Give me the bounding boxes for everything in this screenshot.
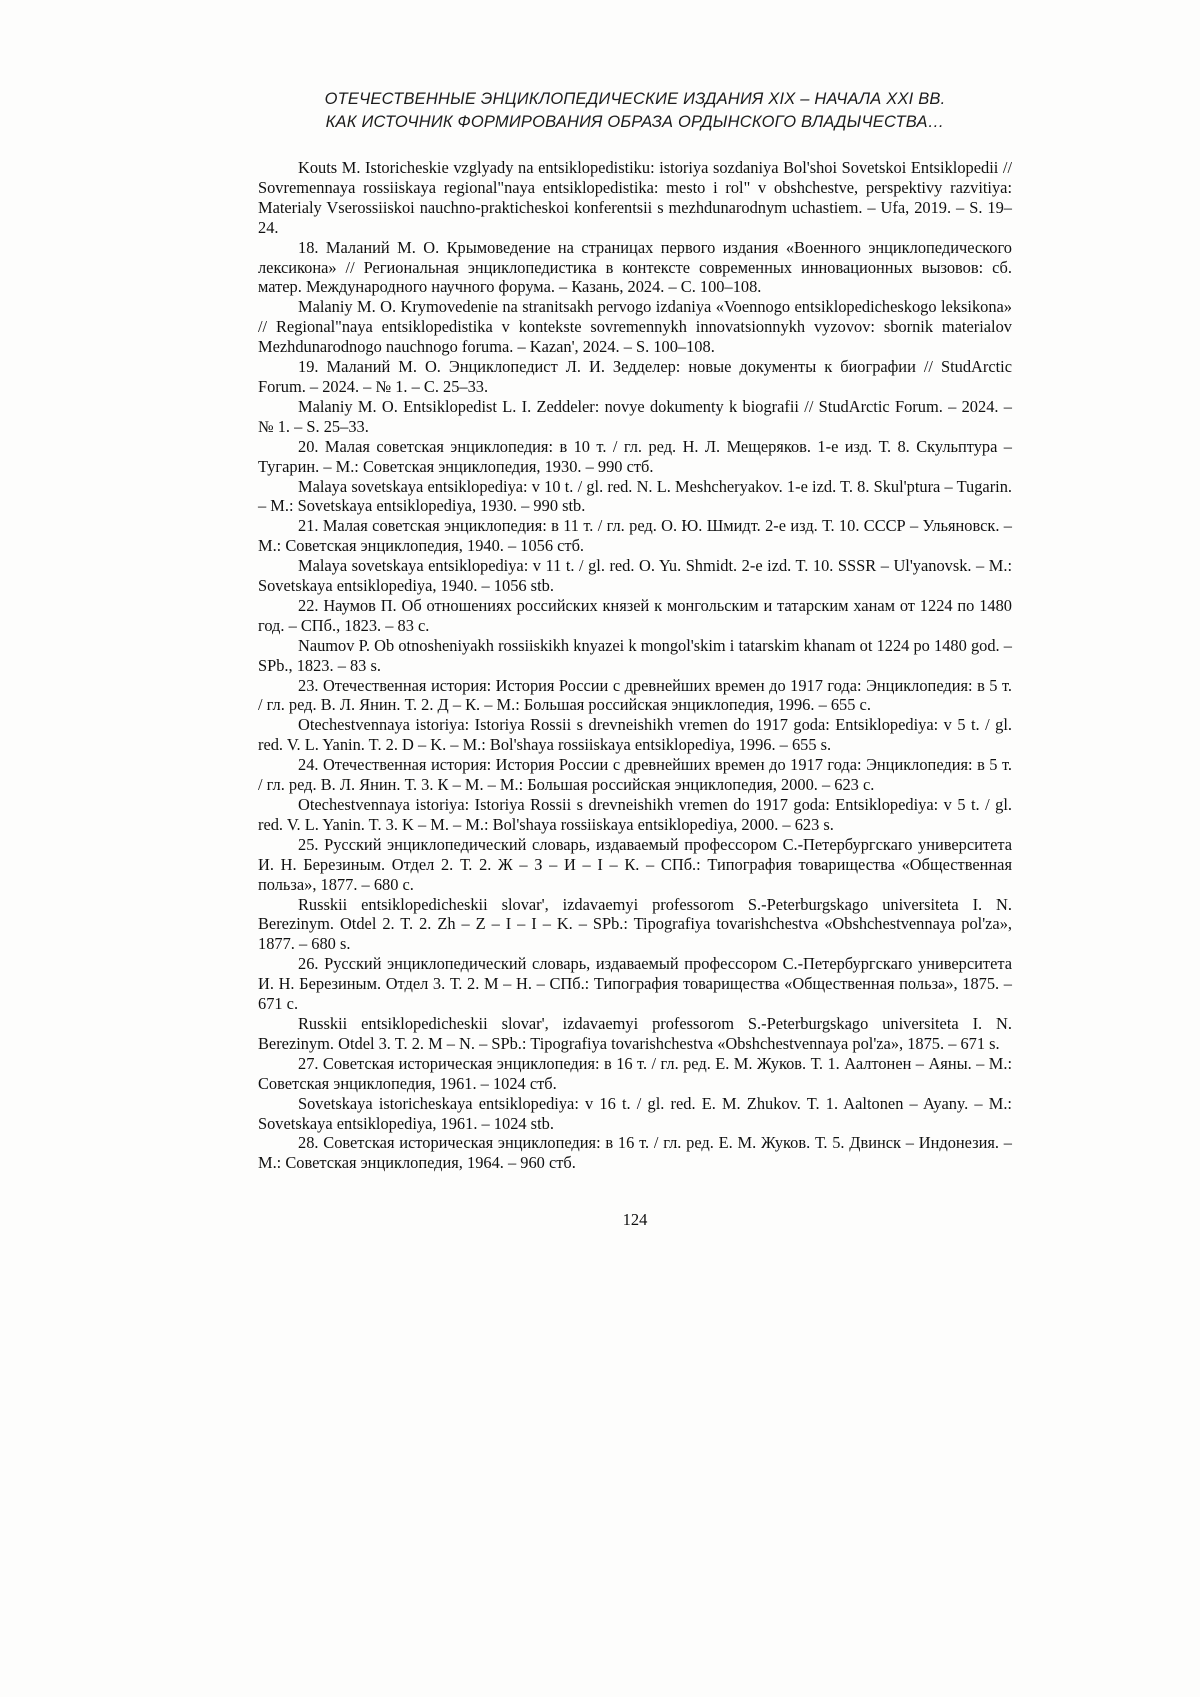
reference-paragraph: Malaniy M. O. Entsiklopedist L. I. Zeddeler: novye dokumenty k biografii // StudArctic Forum. – 2024. – № 1. – S. 25–33. <box>258 396 1012 436</box>
references-list <box>258 158 1012 1173</box>
reference-paragraph: Malaya sovetskaya entsiklopediya: v 10 t. / gl. red. N. L. Meshcheryakov. 1-e izd. T. 8. Skul'ptura – Tugarin. – M.: Sovetskaya entsiklopediya, 1930. – 990 stb. <box>258 476 1012 516</box>
reference-paragraph: 18. Маланий М. О. Крымоведение на страницах первого издания «Военного энциклопедического лексикона» // Региональная энциклопедистика в контексте современных инновационных вызовов: сб. матер. Международного научного форума. – Казань, 2024. – С. 100–108. <box>258 237 1012 297</box>
reference-paragraph: Russkii entsiklopedicheskii slovar', izdavaemyi professorom S.-Peterburgskago universiteta I. N. Berezinym. Otdel 3. T. 2. M – N. – SPb.: Tipografiya tovarishchestva «Obshchestvennaya pol'za», 1875. – 671 s. <box>258 1013 1012 1053</box>
running-head <box>258 88 1012 134</box>
reference-paragraph: 23. Отечественная история: История России с древнейших времен до 1917 года: Энциклопедия: в 5 т. / гл. ред. В. Л. Янин. Т. 2. Д – К. – М.: Большая российская энциклопедия, 1996. – 655 с. <box>258 675 1012 715</box>
reference-paragraph: 25. Русский энциклопедический словарь, издаваемый профессором С.-Петербургскаго университета И. Н. Березиным. Отдел 2. Т. 2. Ж – З – И – I – К. – СПб.: Типография товарищества «Общественная польза», 1877. – 680 с. <box>258 834 1012 894</box>
reference-paragraph: Russkii entsiklopedicheskii slovar', izdavaemyi professorom S.-Peterburgskago universiteta I. N. Berezinym. Otdel 2. T. 2. Zh – Z – I – I – K. – SPb.: Tipografiya tovarishchestva «Obshchestvennaya pol'za», 1877. – 680 s. <box>258 894 1012 954</box>
running-head-line-1: ОТЕЧЕСТВЕННЫЕ ЭНЦИКЛОПЕДИЧЕСКИЕ ИЗДАНИЯ XIX – НАЧАЛА XXI ВВ. <box>324 90 946 108</box>
reference-paragraph: Sovetskaya istoricheskaya entsiklopediya: v 16 t. / gl. red. E. M. Zhukov. T. 1. Aaltonen – Ayany. – M.: Sovetskaya entsiklopediya, 1961. – 1024 stb. <box>258 1093 1012 1133</box>
reference-paragraph: 27. Советская историческая энциклопедия: в 16 т. / гл. ред. Е. М. Жуков. Т. 1. Аалтонен – Аяны. – М.: Советская энциклопедия, 1961. – 1024 стб. <box>258 1053 1012 1093</box>
reference-paragraph: Otechestvennaya istoriya: Istoriya Rossii s drevneishikh vremen do 1917 goda: Entsiklopediya: v 5 t. / gl. red. V. L. Yanin. T. 2. D – K. – M.: Bol'shaya rossiiskaya entsiklopediya, 1996. – 655 s. <box>258 715 1012 755</box>
reference-paragraph: Naumov P. Ob otnosheniyakh rossiiskikh knyazei k mongol'skim i tatarskim khanam ot 1224 po 1480 god. – SPb., 1823. – 83 s. <box>258 635 1012 675</box>
reference-paragraph: 24. Отечественная история: История России с древнейших времен до 1917 года: Энциклопедия: в 5 т. / гл. ред. В. Л. Янин. Т. 3. К – М. – М.: Большая российская энциклопедия, 2000. – 623 с. <box>258 755 1012 795</box>
reference-paragraph: Kouts M. Istoricheskie vzglyady na entsiklopedistiku: istoriya sozdaniya Bol'shoi Sovetskoi Entsiklopedii // Sovremennaya rossiiskaya regional"naya entsiklopedistika: mesto i rol" v obshchestve, perspektivy razvitiya: Materialy Vserossiiskoi nauchno-prakticheskoi konferentsii s mezhdunarodnym uchastiem. – Ufa, 2019. – S. 19–24. <box>258 158 1012 237</box>
reference-paragraph: Otechestvennaya istoriya: Istoriya Rossii s drevneishikh vremen do 1917 goda: Entsiklopediya: v 5 t. / gl. red. V. L. Yanin. T. 3. K – M. – M.: Bol'shaya rossiiskaya entsiklopediya, 2000. – 623 s. <box>258 795 1012 834</box>
reference-paragraph: 19. Маланий М. О. Энциклопедист Л. И. Зедделер: новые документы к биографии // StudArctic Forum. – 2024. – № 1. – С. 25–33. <box>258 357 1012 396</box>
running-head-line-2: КАК ИСТОЧНИК ФОРМИРОВАНИЯ ОБРАЗА ОРДЫНСКОГО ВЛАДЫЧЕСТВА… <box>325 113 945 131</box>
reference-paragraph: 20. Малая советская энциклопедия: в 10 т. / гл. ред. Н. Л. Мещеряков. 1-е изд. Т. 8. Скульптура – Тугарин. – М.: Советская энциклопедия, 1930. – 990 стб. <box>258 436 1012 476</box>
reference-paragraph: 28. Советская историческая энциклопедия: в 16 т. / гл. ред. Е. М. Жуков. Т. 5. Двинск – Индонезия. – М.: Советская энциклопедия, 1964. – 960 стб. <box>258 1133 1012 1173</box>
reference-paragraph: Malaniy M. O. Krymovedenie na stranitsakh pervogo izdaniya «Voennogo entsiklopedicheskogo leksikona» // Regional"naya entsiklopedistika v kontekste sovremennykh innovatsionnykh vyzovov: sbornik materialov Mezhdunarodnogo nauchnogo foruma. – Kazan', 2024. – S. 100–108. <box>258 297 1012 357</box>
reference-paragraph: 21. Малая советская энциклопедия: в 11 т. / гл. ред. О. Ю. Шмидт. 2-е изд. Т. 10. СССР – Ульяновск. – М.: Советская энциклопедия, 1940. – 1056 стб. <box>258 516 1012 556</box>
page-number: 124 <box>622 1210 648 1229</box>
reference-paragraph: 26. Русский энциклопедический словарь, издаваемый профессором С.-Петербургскаго университета И. Н. Березиным. Отдел 3. Т. 2. М – Н. – СПб.: Типография товарищества «Общественная польза», 1875. – 671 с. <box>258 954 1012 1014</box>
reference-paragraph: 22. Наумов П. Об отношениях российских князей к монгольским и татарским ханам от 1224 по 1480 год. – СПб., 1823. – 83 с. <box>258 595 1012 635</box>
reference-paragraph: Malaya sovetskaya entsiklopediya: v 11 t. / gl. red. O. Yu. Shmidt. 2-e izd. T. 10. SSSR – Ul'yanovsk. – M.: Sovetskaya entsiklopediya, 1940. – 1056 stb. <box>258 556 1012 596</box>
